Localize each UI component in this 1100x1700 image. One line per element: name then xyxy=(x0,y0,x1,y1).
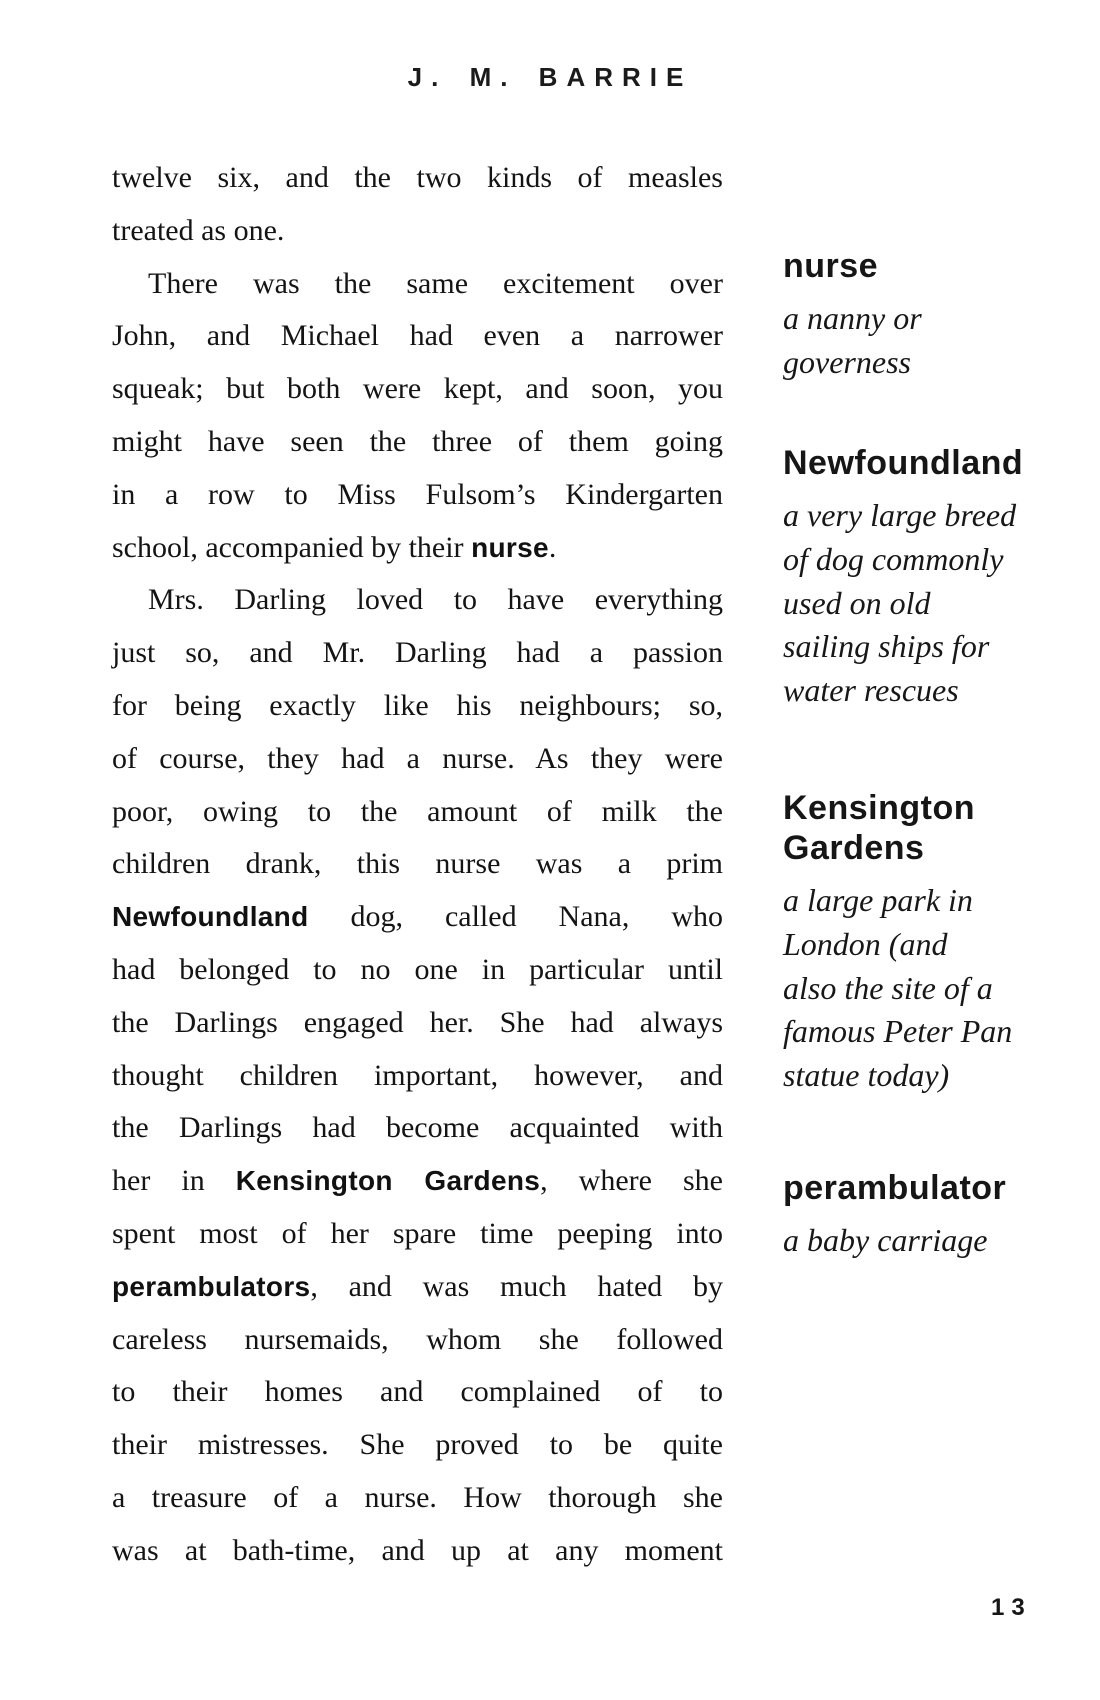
text-line xyxy=(112,1419,723,1472)
text-segment: Mrs. Darling loved to have everything xyxy=(148,583,723,617)
text-segment: for being exactly like his neighbours; so, xyxy=(112,688,723,722)
text-line xyxy=(112,944,723,997)
text-line xyxy=(112,627,723,680)
text-segment: in a row to Miss Fulsom’s Kindergarten xyxy=(112,477,723,511)
glossary-term: Kensington Gardens xyxy=(783,789,975,867)
text-segment: thought children important, however, and xyxy=(112,1058,723,1092)
text-line xyxy=(112,416,723,469)
text-segment: poor, owing to the amount of milk the xyxy=(112,794,723,828)
text-line xyxy=(112,1366,723,1419)
glossary-term: perambulator xyxy=(783,1169,1007,1207)
text-line xyxy=(112,1261,723,1314)
text-segment: just so, and Mr. Darling had a passion xyxy=(112,636,723,670)
glossary-definition xyxy=(783,297,1033,385)
text-line xyxy=(112,1102,723,1155)
glossary-entry xyxy=(783,246,1033,385)
glossary-entry xyxy=(783,1168,1033,1263)
text-line xyxy=(112,152,723,205)
text-segment: her in xyxy=(112,1164,236,1198)
glossary-term: nurse xyxy=(783,247,879,285)
glossary-term-inline: Newfoundland xyxy=(112,901,309,933)
text-segment: . xyxy=(548,530,557,564)
text-line xyxy=(112,1208,723,1261)
text-segment: There was the same excitement over xyxy=(148,266,723,300)
text-segment: the Darlings engaged her. She had always xyxy=(112,1005,723,1039)
definition-line: a nanny or xyxy=(783,300,922,336)
definition-line: also the site of a xyxy=(783,969,993,1006)
definition-line: statue today) xyxy=(783,1057,950,1094)
definition-line: a large park in xyxy=(783,882,973,918)
text-segment: children drank, this nurse was a prim xyxy=(112,847,723,881)
definition-line: governess xyxy=(783,343,911,380)
text-segment: might have seen the three of them going xyxy=(112,424,723,458)
text-segment: twelve six, and the two kinds of measles xyxy=(112,161,723,194)
glossary-definition xyxy=(783,494,1033,713)
definition-line: used on old xyxy=(783,584,931,621)
text-line xyxy=(112,733,723,786)
text-line xyxy=(112,838,723,891)
text-line xyxy=(112,469,723,522)
text-segment: to their homes and complained of to xyxy=(112,1375,723,1409)
definition-line: of dog commonly xyxy=(783,540,1004,577)
text-line xyxy=(112,1314,723,1367)
glossary-definition xyxy=(783,1219,1033,1263)
text-line xyxy=(112,786,723,839)
text-segment: dog, called Nana, who xyxy=(308,900,723,934)
text-segment: spent most of her spare time peeping into xyxy=(112,1216,723,1250)
text-line xyxy=(112,522,723,575)
glossary-definition xyxy=(783,879,1033,1098)
main-text-column xyxy=(112,152,723,1578)
definition-line: water rescues xyxy=(783,672,959,709)
text-line xyxy=(112,997,723,1050)
glossary-term-inline: nurse xyxy=(471,531,549,563)
glossary-term: Newfoundland xyxy=(783,444,1024,482)
text-line xyxy=(112,1155,723,1208)
definition-line: sailing ships for xyxy=(783,628,990,665)
text-segment: a treasure of a nurse. How thorough she xyxy=(112,1480,723,1514)
text-segment: school, accompanied by their xyxy=(112,530,472,564)
text-line xyxy=(112,258,723,311)
text-line xyxy=(112,891,723,944)
definition-line: a very large breed xyxy=(783,497,1017,533)
glossary-entry xyxy=(783,443,1033,713)
text-segment: the Darlings had become acquainted with xyxy=(112,1111,723,1145)
definition-line: famous Peter Pan xyxy=(783,1013,1013,1050)
text-segment: squeak; but both were kept, and soon, you xyxy=(112,372,723,406)
text-segment: careless nursemaids, whom she followed xyxy=(112,1322,723,1356)
text-segment: their mistresses. She proved to be quite xyxy=(112,1428,723,1462)
text-segment: , where she xyxy=(540,1164,723,1198)
text-segment: , and was much hated by xyxy=(310,1269,723,1303)
text-line xyxy=(112,205,723,258)
definition-line: London (and xyxy=(783,925,948,962)
text-line xyxy=(112,574,723,627)
text-segment: John, and Michael had even a narrower xyxy=(112,319,723,353)
text-line xyxy=(112,1050,723,1103)
glossary-term-inline: Kensington Gardens xyxy=(235,1165,541,1197)
glossary-term-inline: perambulators xyxy=(112,1270,311,1302)
text-line xyxy=(112,1472,723,1525)
text-line xyxy=(112,1525,723,1578)
text-segment: treated as one. xyxy=(112,213,285,247)
text-segment: was at bath-time, and up at any moment xyxy=(112,1533,723,1567)
text-line xyxy=(112,310,723,363)
definition-line: a baby carriage xyxy=(783,1222,988,1258)
text-segment: of course, they had a nurse. As they were xyxy=(112,741,723,775)
running-header: J. M. BARRIE xyxy=(407,62,693,92)
text-line xyxy=(112,680,723,733)
page-number: 13 xyxy=(991,1594,1032,1621)
glossary-entry xyxy=(783,788,1033,1098)
text-segment: had belonged to no one in particular until xyxy=(112,952,723,986)
text-line xyxy=(112,363,723,416)
